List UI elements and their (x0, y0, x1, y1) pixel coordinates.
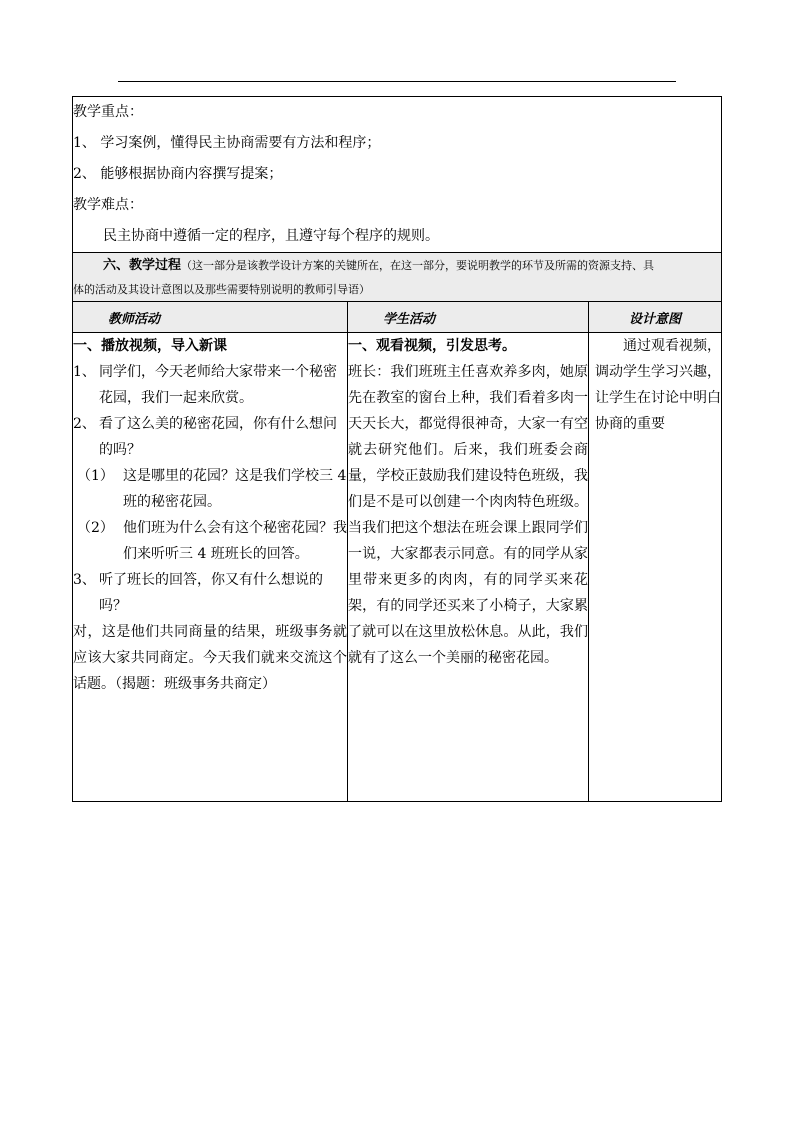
column-student: 学生活动 (348, 302, 589, 333)
column-header-row (73, 302, 722, 333)
process-title: 六、教学过程 (103, 258, 182, 273)
design-intent-cell (589, 333, 722, 802)
lesson-plan-table (72, 96, 722, 802)
student-heading: 一、观看视频，引发思考。 (348, 338, 516, 354)
process-note-1: （这一部分是该教学设计方案的关键所在，在这一部分，要说明教学的环节及所需的资源支持、具 (181, 259, 655, 272)
design-intent-text: 通过观看视频，调动学生学习兴趣，让学生在讨论中明白协商的重要 (595, 338, 722, 432)
column-intent: 设计意图 (589, 302, 722, 333)
difficulty-text: 民主协商中遵循一定的程序，且遵守每个程序的规则。 (103, 228, 439, 244)
focus-row (73, 97, 722, 253)
difficulty-label: 教学难点： (73, 197, 143, 213)
teacher-conclusion: 对，这是他们共同商量的结果，班级事务就应该大家共同商定。今天我们就来交流这个话题。（揭题：班级事务共商定） (73, 624, 347, 692)
student-text: 班长：我们班班主任喜欢养多肉，她原先在教室的窗台上种，我们看着多肉一天天长大，都觉得很神奇，大家一有空就去研究他们。后来，我们班委会商量，学校正鼓励我们建设特色班级，我们是不是可以创建一个肉肉特色班级。当我们把这个想法在班会课上跟同学们一说，大家都表示同意。有的同学从家里带来更多的肉肉，有的同学买来花架，有的同学还买来了小椅子，大家累了就可以在这里放松休息。从此，我们就有了这么一个美丽的秘密花园。 (348, 364, 588, 666)
process-note-2: 体的活动及其设计意图以及那些需要特别说明的教师引导语） (73, 283, 370, 296)
student-activity-cell (348, 333, 589, 802)
teacher-question-1: 1、 同学们，今天老师给大家带来一个秘密花园，我们一起来欣赏。 (73, 364, 337, 406)
focus-label: 教学重点： (73, 104, 143, 120)
process-row (73, 253, 722, 302)
focus-cell (73, 97, 722, 253)
teacher-subpoint-1: （1） 这是哪里的花园？这是我们学校三 4 班的秘密花园。 (77, 468, 347, 510)
header-rule (118, 81, 676, 82)
teacher-activity-cell (73, 333, 348, 802)
column-teacher: 教师活动 (73, 302, 348, 333)
teacher-question-2: 2、 看了这么美的秘密花园，你有什么想问的吗？ (73, 416, 337, 458)
teacher-subpoint-2: （2） 他们班为什么会有这个秘密花园？我们来听听三 4 班班长的回答。 (77, 520, 347, 562)
focus-item-2: 2、 能够根据协商内容撰写提案； (73, 166, 283, 182)
teacher-heading: 一、播放视频，导入新课 (73, 338, 227, 354)
teacher-question-3: 3、 听了班长的回答，你又有什么想说的吗？ (73, 572, 323, 614)
process-heading (73, 253, 721, 277)
focus-item-1: 1、 学习案例，懂得民主协商需要有方法和程序； (73, 135, 381, 151)
content-row (73, 333, 722, 802)
process-cell (73, 253, 722, 302)
